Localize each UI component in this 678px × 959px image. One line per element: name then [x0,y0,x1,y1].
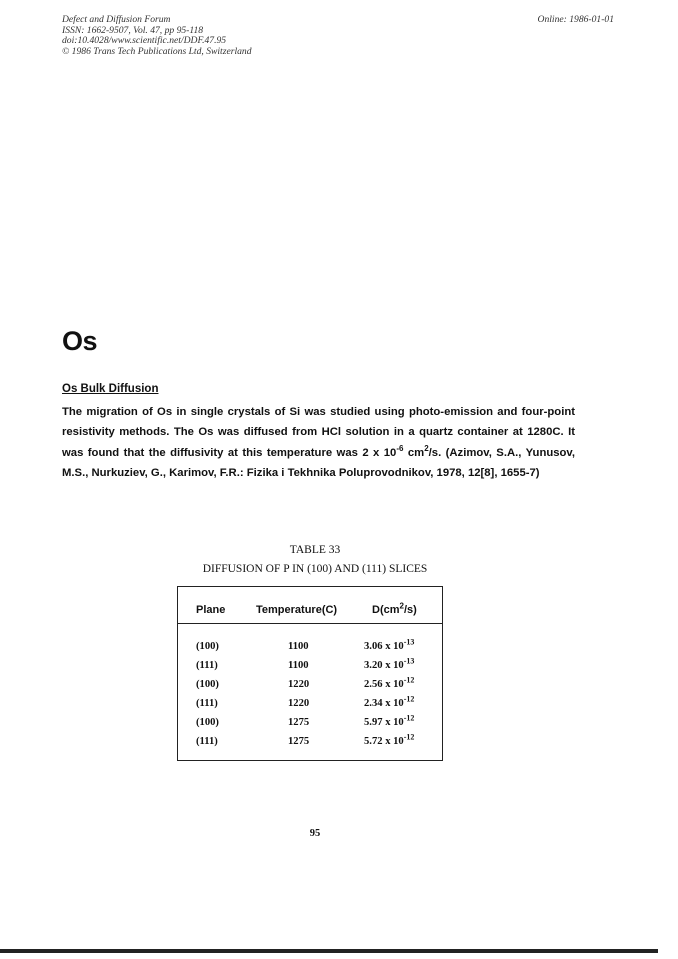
table-caption: DIFFUSION OF P IN (100) AND (111) SLICES [202,563,428,575]
cell-plane: (111) [196,736,218,747]
cell-temperature: 1220 [288,698,310,709]
body-paragraph [62,402,575,483]
cell-exponent: -13 [403,656,415,666]
cell-mantissa: 2.56 x 10 [364,679,404,690]
issn-line: ISSN: 1662-9507, Vol. 47, pp 95-118 [62,24,204,36]
paragraph-exponent-2: 2 [424,443,429,453]
doi-line: doi:10.4028/www.scientific.net/DDF.47.95 [62,35,227,46]
header-diffusivity [372,601,417,616]
header-d-pre: D(cm [372,604,400,616]
header-d-post: /s) [403,604,417,616]
cell-exponent: -12 [403,713,415,723]
cell-temperature: 1275 [288,736,310,747]
page-number: 95 [309,828,321,839]
cell-exponent: -12 [403,732,415,742]
cell-exponent: -13 [403,637,415,647]
copyright-line: © 1986 Trans Tech Publications Ltd, Switzerland [62,45,252,57]
table-label: TABLE 33 [289,544,341,556]
paragraph-text-3: /s. (Azimov, S.A., Yunusov, M.S., Nurkuziev, G., Karimov, F.R.: Fizika i Tekhnika Poluprovodnikov, 1978, 12[8], 1655-7) [62,446,576,479]
cell-diffusivity [364,675,415,690]
cell-diffusivity [364,637,415,652]
cell-diffusivity [364,713,415,728]
cell-mantissa: 5.72 x 10 [364,736,404,747]
element-title: Os [62,326,98,356]
cell-exponent: -12 [403,694,415,704]
paragraph-text-1: The migration of Os in single crystals of Si was studied using photo-emission and four-point resistivity methods. The Os was diffused from HCl solution in a quartz container at 1280C. It was found that the diffusivity at this temperature was 2 x 10 [62,406,575,459]
header-plane: Plane [196,604,226,616]
cell-mantissa: 3.06 x 10 [364,641,404,652]
cell-temperature: 1100 [288,660,309,671]
bottom-rule [0,949,658,953]
cell-mantissa: 3.20 x 10 [364,660,404,671]
paragraph-exponent-1: -6 [396,443,404,453]
journal-name: Defect and Diffusion Forum [62,14,171,25]
cell-exponent: -12 [403,675,415,685]
cell-diffusivity [364,656,415,671]
cell-plane: (111) [196,660,218,671]
cell-plane: (100) [196,679,219,690]
paragraph-text-2: cm [403,446,425,459]
cell-temperature: 1100 [288,641,309,652]
cell-plane: (100) [196,717,219,728]
section-heading: Os Bulk Diffusion [62,383,159,395]
online-date: Online: 1986-01-01 [537,14,614,25]
publication-header [62,15,252,57]
cell-mantissa: 5.97 x 10 [364,717,404,728]
cell-diffusivity [364,732,415,747]
cell-diffusivity [364,694,415,709]
cell-plane: (111) [196,698,218,709]
header-d-exp: 2 [399,601,404,611]
header-temperature: Temperature(C) [256,604,338,616]
cell-temperature: 1275 [288,717,310,728]
cell-temperature: 1220 [288,679,310,690]
cell-mantissa: 2.34 x 10 [364,698,404,709]
cell-plane: (100) [196,641,219,652]
data-table [177,586,443,761]
header-divider [178,623,442,624]
